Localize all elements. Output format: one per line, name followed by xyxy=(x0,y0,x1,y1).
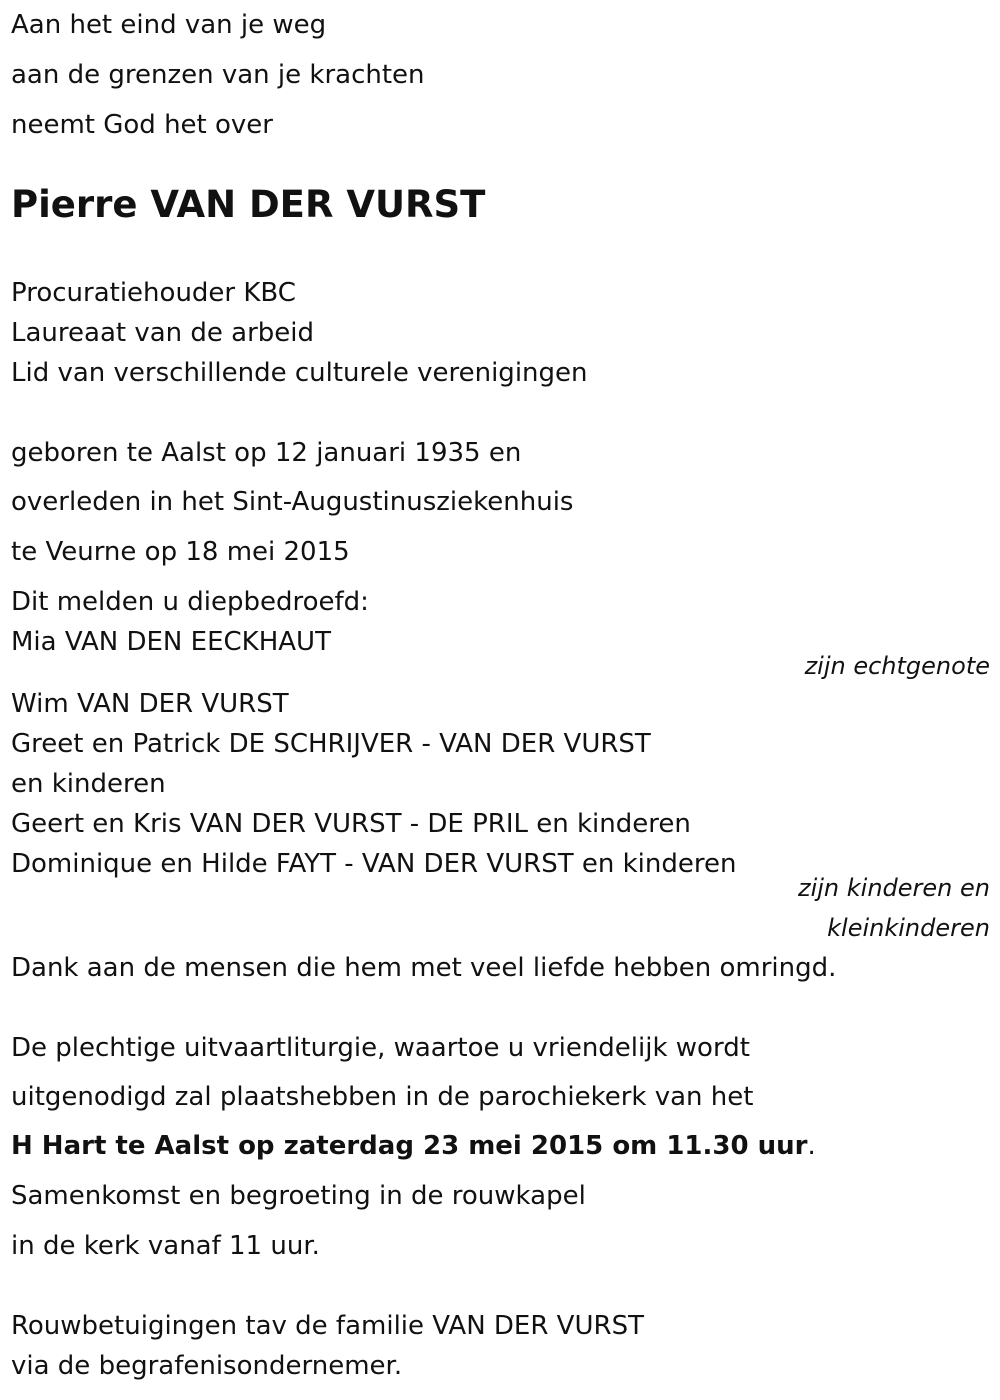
poem-line-3: neemt God het over xyxy=(11,110,273,140)
spouse-name: Mia VAN DEN EECKHAUT xyxy=(11,627,331,657)
children-role-line-2: kleinkinderen xyxy=(827,914,990,942)
title-line-2: Laureaat van de arbeid xyxy=(11,318,315,348)
thanks-line: Dank aan de mensen die hem met veel liefde hebben omringd. xyxy=(11,953,837,983)
child-line-2: Greet en Patrick DE SCHRIJVER - VAN DER VURST xyxy=(11,729,651,759)
announcement-line: Dit melden u diepbedroefd: xyxy=(11,587,369,617)
title-line-1: Procuratiehouder KBC xyxy=(11,278,296,308)
funeral-line-2: uitgenodigd zal plaatshebben in de parochiekerk van het xyxy=(11,1082,754,1112)
title-line-3: Lid van verschillende culturele verenigingen xyxy=(11,358,588,388)
death-line-2: te Veurne op 18 mei 2015 xyxy=(11,537,350,567)
children-role-line-1: zijn kinderen en xyxy=(798,874,990,902)
funeral-line-3 xyxy=(11,1133,816,1159)
condolences-line-1: Rouwbetuigingen tav de familie VAN DER VURST xyxy=(11,1311,644,1341)
child-line-1: Wim VAN DER VURST xyxy=(11,689,289,719)
spouse-role: zijn echtgenote xyxy=(804,652,990,680)
funeral-period: . xyxy=(807,1131,816,1161)
funeral-line-4: Samenkomst en begroeting in de rouwkapel xyxy=(11,1181,586,1211)
death-line-1: overleden in het Sint-Augustinusziekenhuis xyxy=(11,487,574,517)
funeral-line-1: De plechtige uitvaartliturgie, waartoe u vriendelijk wordt xyxy=(11,1033,750,1063)
funeral-date-time: H Hart te Aalst op zaterdag 23 mei 2015 om 11.30 uur xyxy=(11,1131,808,1161)
funeral-line-5: in de kerk vanaf 11 uur. xyxy=(11,1231,320,1261)
condolences-line-2: via de begrafenisondernemer. xyxy=(11,1351,403,1381)
poem-line-1: Aan het eind van je weg xyxy=(11,10,327,40)
child-line-5: Dominique en Hilde FAYT - VAN DER VURST en kinderen xyxy=(11,849,737,879)
deceased-name: Pierre VAN DER VURST xyxy=(11,183,486,226)
child-line-3: en kinderen xyxy=(11,769,166,799)
child-line-4: Geert en Kris VAN DER VURST - DE PRIL en kinderen xyxy=(11,809,691,839)
birth-line: geboren te Aalst op 12 januari 1935 en xyxy=(11,438,522,468)
poem-line-2: aan de grenzen van je krachten xyxy=(11,60,425,90)
